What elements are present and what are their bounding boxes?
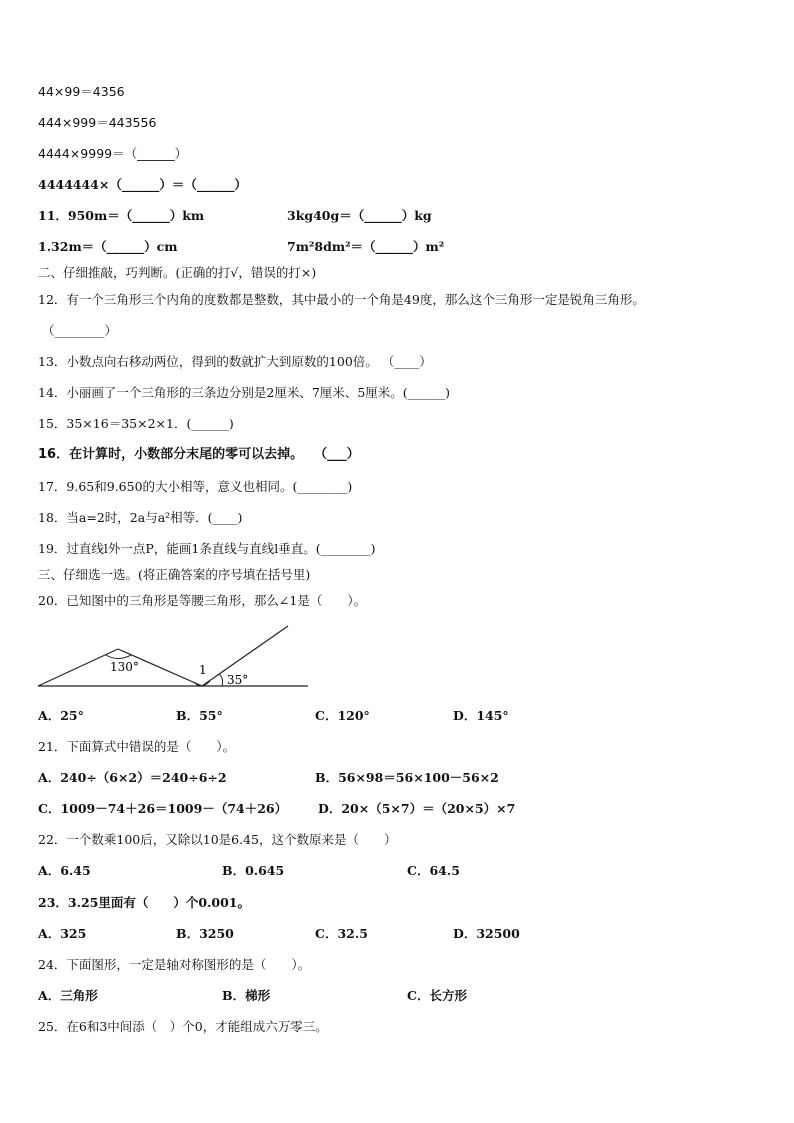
question-11-c: 1.32m＝（______）cm: [38, 239, 178, 254]
angle-label-1: 1: [199, 663, 207, 677]
section-3-heading: 三、仔细选一选。(将正确答案的序号填在括号里): [38, 567, 311, 582]
q23-option-d: D．32500: [453, 926, 520, 941]
q21-option-d: D．20×（5×7）＝（20×5）×7: [318, 801, 516, 816]
q23-option-a: A．325: [38, 926, 87, 941]
q22-option-b: B．0.645: [222, 863, 285, 878]
question-11-b: 3kg40g＝（______）kg: [287, 208, 432, 223]
q22-option-a: A．6.45: [38, 863, 91, 878]
question-11-d: 7m²8dm²＝（______）m²: [287, 239, 445, 254]
question-12-answer-blank: （________）: [42, 323, 118, 338]
q20-option-d: D．145°: [453, 708, 509, 723]
q20-option-a: A．25°: [38, 708, 84, 723]
triangle-left-side: [38, 649, 118, 686]
question-24: 24．下面图形，一定是轴对称图形的是（ ）。: [38, 957, 311, 972]
q23-option-b: B．3250: [176, 926, 234, 941]
q23-option-c: C．32.5: [315, 926, 368, 941]
question-21: 21．下面算式中错误的是（ ）。: [38, 739, 236, 754]
q24-option-b: B．梯形: [222, 988, 271, 1003]
question-13: 13．小数点向右移动两位，得到的数就扩大到原数的100倍。 （____）: [38, 354, 432, 369]
q21-option-b: B．56×98＝56×100－56×2: [315, 770, 499, 785]
question-20: 20．已知图中的三角形是等腰三角形，那么∠1是（ ）。: [38, 593, 367, 608]
section-2-heading: 二、仔细推敲，巧判断。(正确的打√，错误的打×): [38, 265, 317, 280]
q22-option-c: C．64.5: [407, 863, 460, 878]
angle-label-top: 130°: [110, 660, 139, 674]
question-22: 22．一个数乘100后，又除以10是6.45，这个数原来是（ ）: [38, 832, 397, 847]
angle-label-right: 35°: [227, 673, 249, 687]
question-12: 12．有一个三角形三个内角的度数都是整数，其中最小的一个角是49度，那么这个三角形一定是锐角三角形。: [38, 292, 645, 307]
question-11-a: 11．950m＝（______）km: [38, 208, 205, 223]
question-16: 16．在计算时，小数部分末尾的零可以去掉。 （___）: [38, 447, 360, 462]
q21-option-c: C．1009－74＋26＝1009－（74＋26）: [38, 801, 288, 816]
triangle-figure: [36, 622, 310, 692]
equation-line-3: 4444×9999＝（______）: [38, 146, 188, 161]
question-14: 14．小丽画了一个三角形的三条边分别是2厘米、7厘米、5厘米。(______): [38, 385, 451, 400]
question-18: 18．当a=2时，2a与a²相等．(____): [38, 510, 243, 525]
angle-arc-right: [219, 674, 223, 686]
question-15: 15．35×16＝35×2×1．(______): [38, 416, 234, 431]
question-23: 23．3.25里面有（ ）个0.001。: [38, 895, 250, 910]
q21-option-a: A．240÷（6×2）＝240÷6÷2: [38, 770, 227, 785]
q20-option-b: B．55°: [176, 708, 223, 723]
equation-line-4: 4444444×（______）＝（______）: [38, 177, 247, 192]
question-19: 19．过直线l外一点P，能画1条直线与直线l垂直。(________): [38, 541, 376, 556]
equation-line-2: 444×999＝443556: [38, 115, 157, 130]
question-17: 17．9.65和9.650的大小相等，意义也相同。(________): [38, 479, 353, 494]
question-25: 25．在6和3中间添（ ）个0，才能组成六万零三。: [38, 1019, 328, 1034]
q20-option-c: C．120°: [315, 708, 370, 723]
angle-arc-top: [106, 655, 131, 659]
q24-option-c: C．长方形: [407, 988, 467, 1003]
q24-option-a: A．三角形: [38, 988, 98, 1003]
equation-line-1: 44×99＝4356: [38, 84, 125, 99]
